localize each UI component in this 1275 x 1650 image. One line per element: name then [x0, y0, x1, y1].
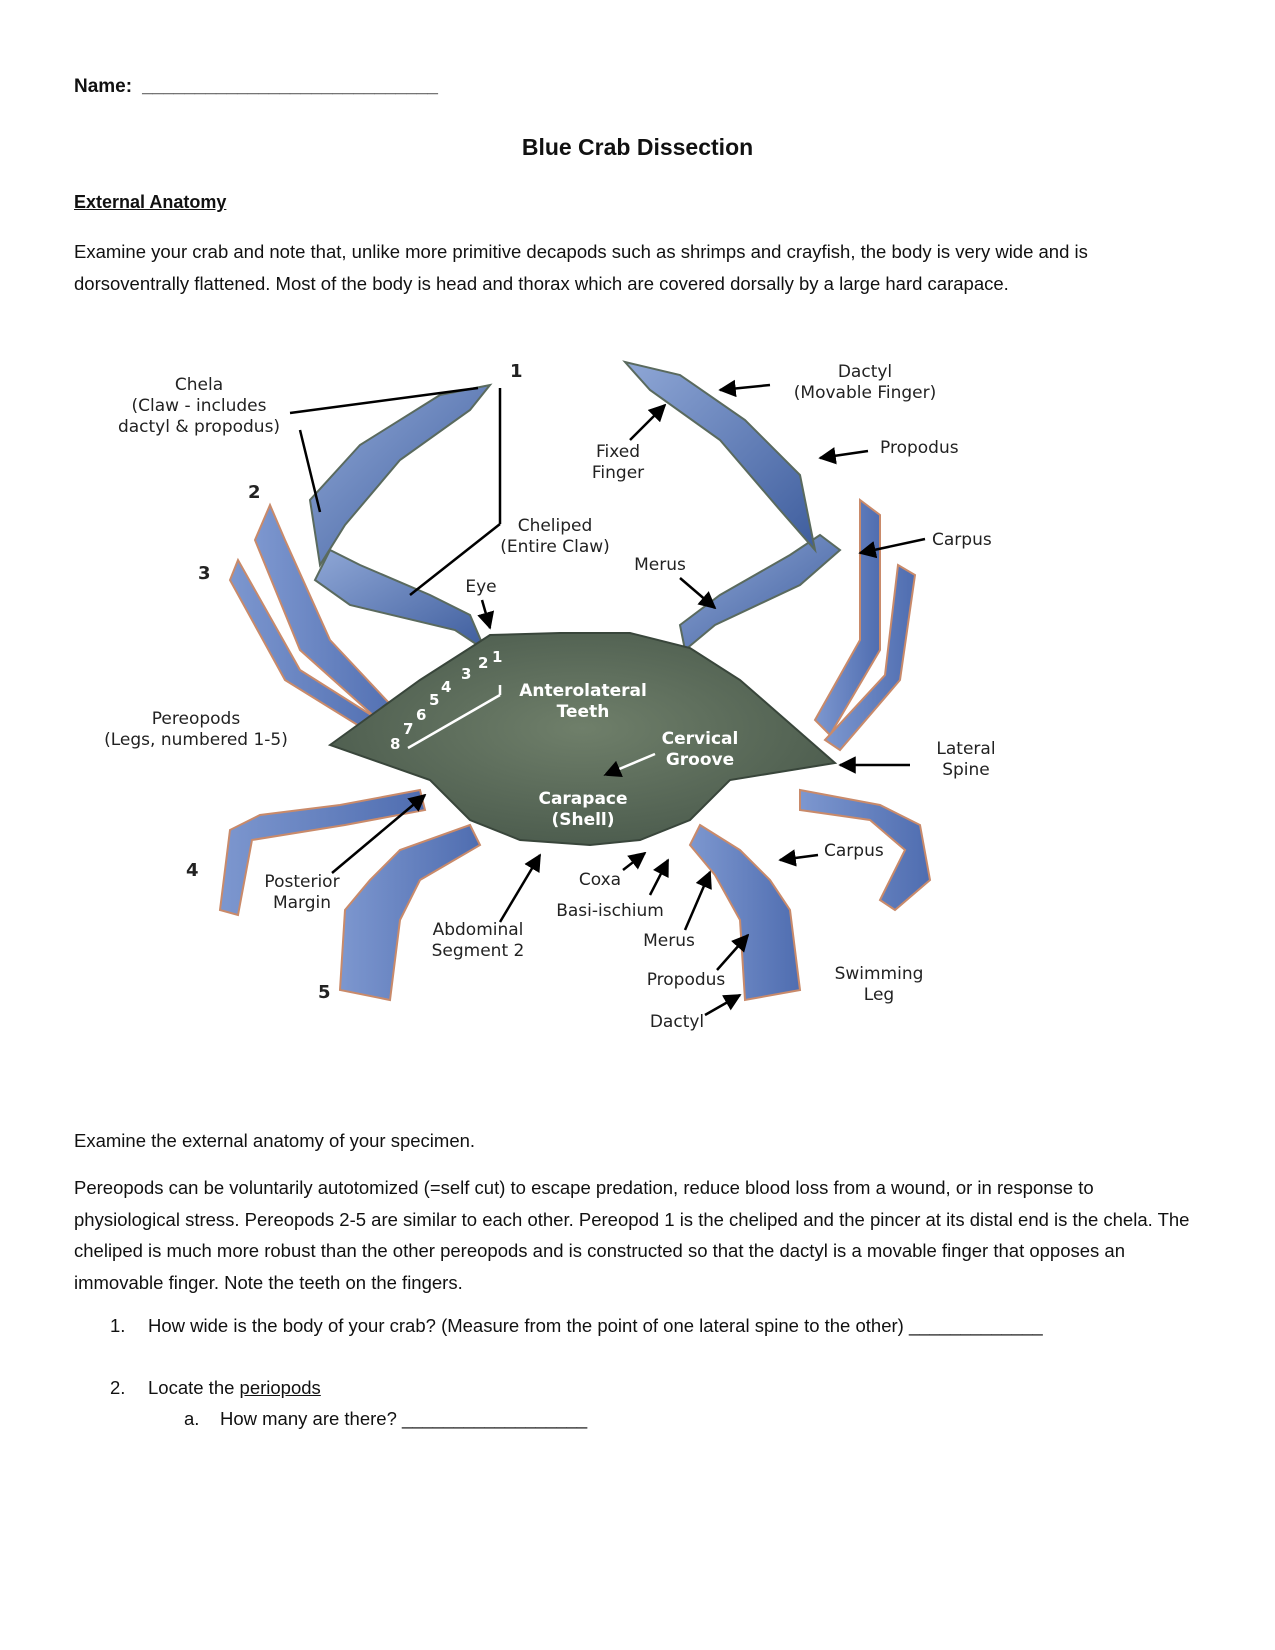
label-dactyl-bottom: Dactyl	[649, 1012, 705, 1032]
label-swimming-leg-1: Swimming	[834, 964, 924, 984]
label-fixed-finger-1: Fixed	[595, 442, 641, 462]
label-basi-ischium: Basi-ischium	[556, 901, 664, 921]
label-chela-2: (Claw - includes	[131, 396, 267, 416]
left-cheliped-illustration	[310, 385, 490, 650]
name-blank: ____________________________	[142, 76, 438, 97]
tooth-number: 6	[416, 706, 427, 724]
tooth-number: 3	[461, 665, 472, 683]
label-pereopods-1: Pereopods	[151, 709, 241, 729]
tooth-number: 7	[403, 720, 414, 738]
label-cheliped-2: (Entire Claw)	[500, 537, 610, 557]
tooth-number: 5	[429, 691, 440, 709]
question-2-term: periopods	[239, 1377, 321, 1398]
label-posterior-margin-2: Margin	[272, 893, 332, 913]
label-carapace-2: (Shell)	[551, 810, 615, 830]
label-merus-top: Merus	[634, 555, 686, 575]
label-chela-3: dactyl & propodus)	[117, 417, 281, 437]
label-abdominal-2: Segment 2	[431, 941, 525, 961]
pereopods-paragraph: Pereopods can be voluntarily autotomized (=self cut) to escape predation, reduce blood loss from a wound, or in response to physiological stress. Pereopods 2-5 are similar to each other. Pereopod 1 is the cheliped and the pincer at its distal end is the chela. The cheliped is much more robust than the other pereopods and is constructed so that the dactyl is a movable finger that opposes an immovable finger. Note the teeth on the fingers.	[74, 1177, 1190, 1293]
name-field	[74, 76, 438, 98]
label-dactyl-1: Dactyl	[837, 362, 893, 382]
question-2a-letter: a.	[184, 1408, 200, 1429]
number-4: 4	[186, 860, 199, 881]
label-cervical-1: Cervical	[661, 729, 739, 749]
label-cheliped-1: Cheliped	[517, 516, 593, 536]
number-1: 1	[510, 361, 523, 382]
label-carpus-bottom: Carpus	[824, 841, 884, 861]
label-coxa: Coxa	[578, 870, 622, 890]
label-pereopods-2: (Legs, numbered 1-5)	[104, 730, 288, 750]
label-anterolateral-1: Anterolateral	[519, 681, 647, 701]
label-propodus-top: Propodus	[880, 438, 959, 458]
right-cheliped-illustration	[625, 362, 840, 650]
tooth-number: 1	[492, 648, 503, 666]
tooth-number: 8	[390, 735, 401, 753]
number-3: 3	[198, 563, 211, 584]
question-1-text: How wide is the body of your crab? (Measure from the point of one lateral spine to the other) _____________	[148, 1315, 1043, 1336]
label-anterolateral-2: Teeth	[556, 702, 610, 722]
label-posterior-margin-1: Posterior	[264, 872, 340, 892]
section-heading: External Anatomy	[74, 192, 227, 212]
label-eye: Eye	[465, 577, 497, 597]
label-propodus-bottom: Propodus	[646, 970, 726, 990]
tooth-number: 4	[441, 678, 452, 696]
label-lateral-spine-1: Lateral	[936, 739, 996, 759]
question-2-prefix: Locate the	[148, 1377, 240, 1398]
name-label: Name:	[74, 76, 133, 97]
label-carpus-top: Carpus	[932, 530, 992, 550]
label-merus-bottom: Merus	[643, 931, 695, 951]
page-title: Blue Crab Dissection	[521, 134, 754, 160]
label-dactyl-2: (Movable Finger)	[793, 383, 937, 403]
question-2-number: 2.	[110, 1377, 126, 1398]
label-swimming-leg-2: Leg	[863, 985, 895, 1005]
tooth-number: 2	[478, 654, 489, 672]
label-carapace-1: Carapace	[538, 789, 628, 809]
label-fixed-finger-2: Finger	[591, 463, 645, 483]
question-2a-text: How many are there? __________________	[220, 1408, 588, 1429]
question-1-number: 1.	[110, 1315, 126, 1336]
question-2-text	[148, 1377, 321, 1399]
diagram-labels	[104, 361, 995, 1032]
label-abdominal-1: Abdominal	[432, 920, 524, 940]
label-lateral-spine-2: Spine	[942, 760, 990, 780]
label-chela-1: Chela	[174, 375, 224, 395]
examine-paragraph: Examine the external anatomy of your specimen.	[74, 1130, 476, 1151]
intro-paragraph: Examine your crab and note that, unlike more primitive decapods such as shrimps and crayfish, the body is very wide and is dorsoventrally flattened. Most of the body is head and thorax which are covered dorsally by a large hard carapace.	[74, 241, 1088, 294]
number-2: 2	[248, 482, 261, 503]
crab-diagram	[0, 350, 1275, 1070]
number-5: 5	[318, 982, 331, 1003]
label-cervical-2: Groove	[665, 750, 735, 770]
